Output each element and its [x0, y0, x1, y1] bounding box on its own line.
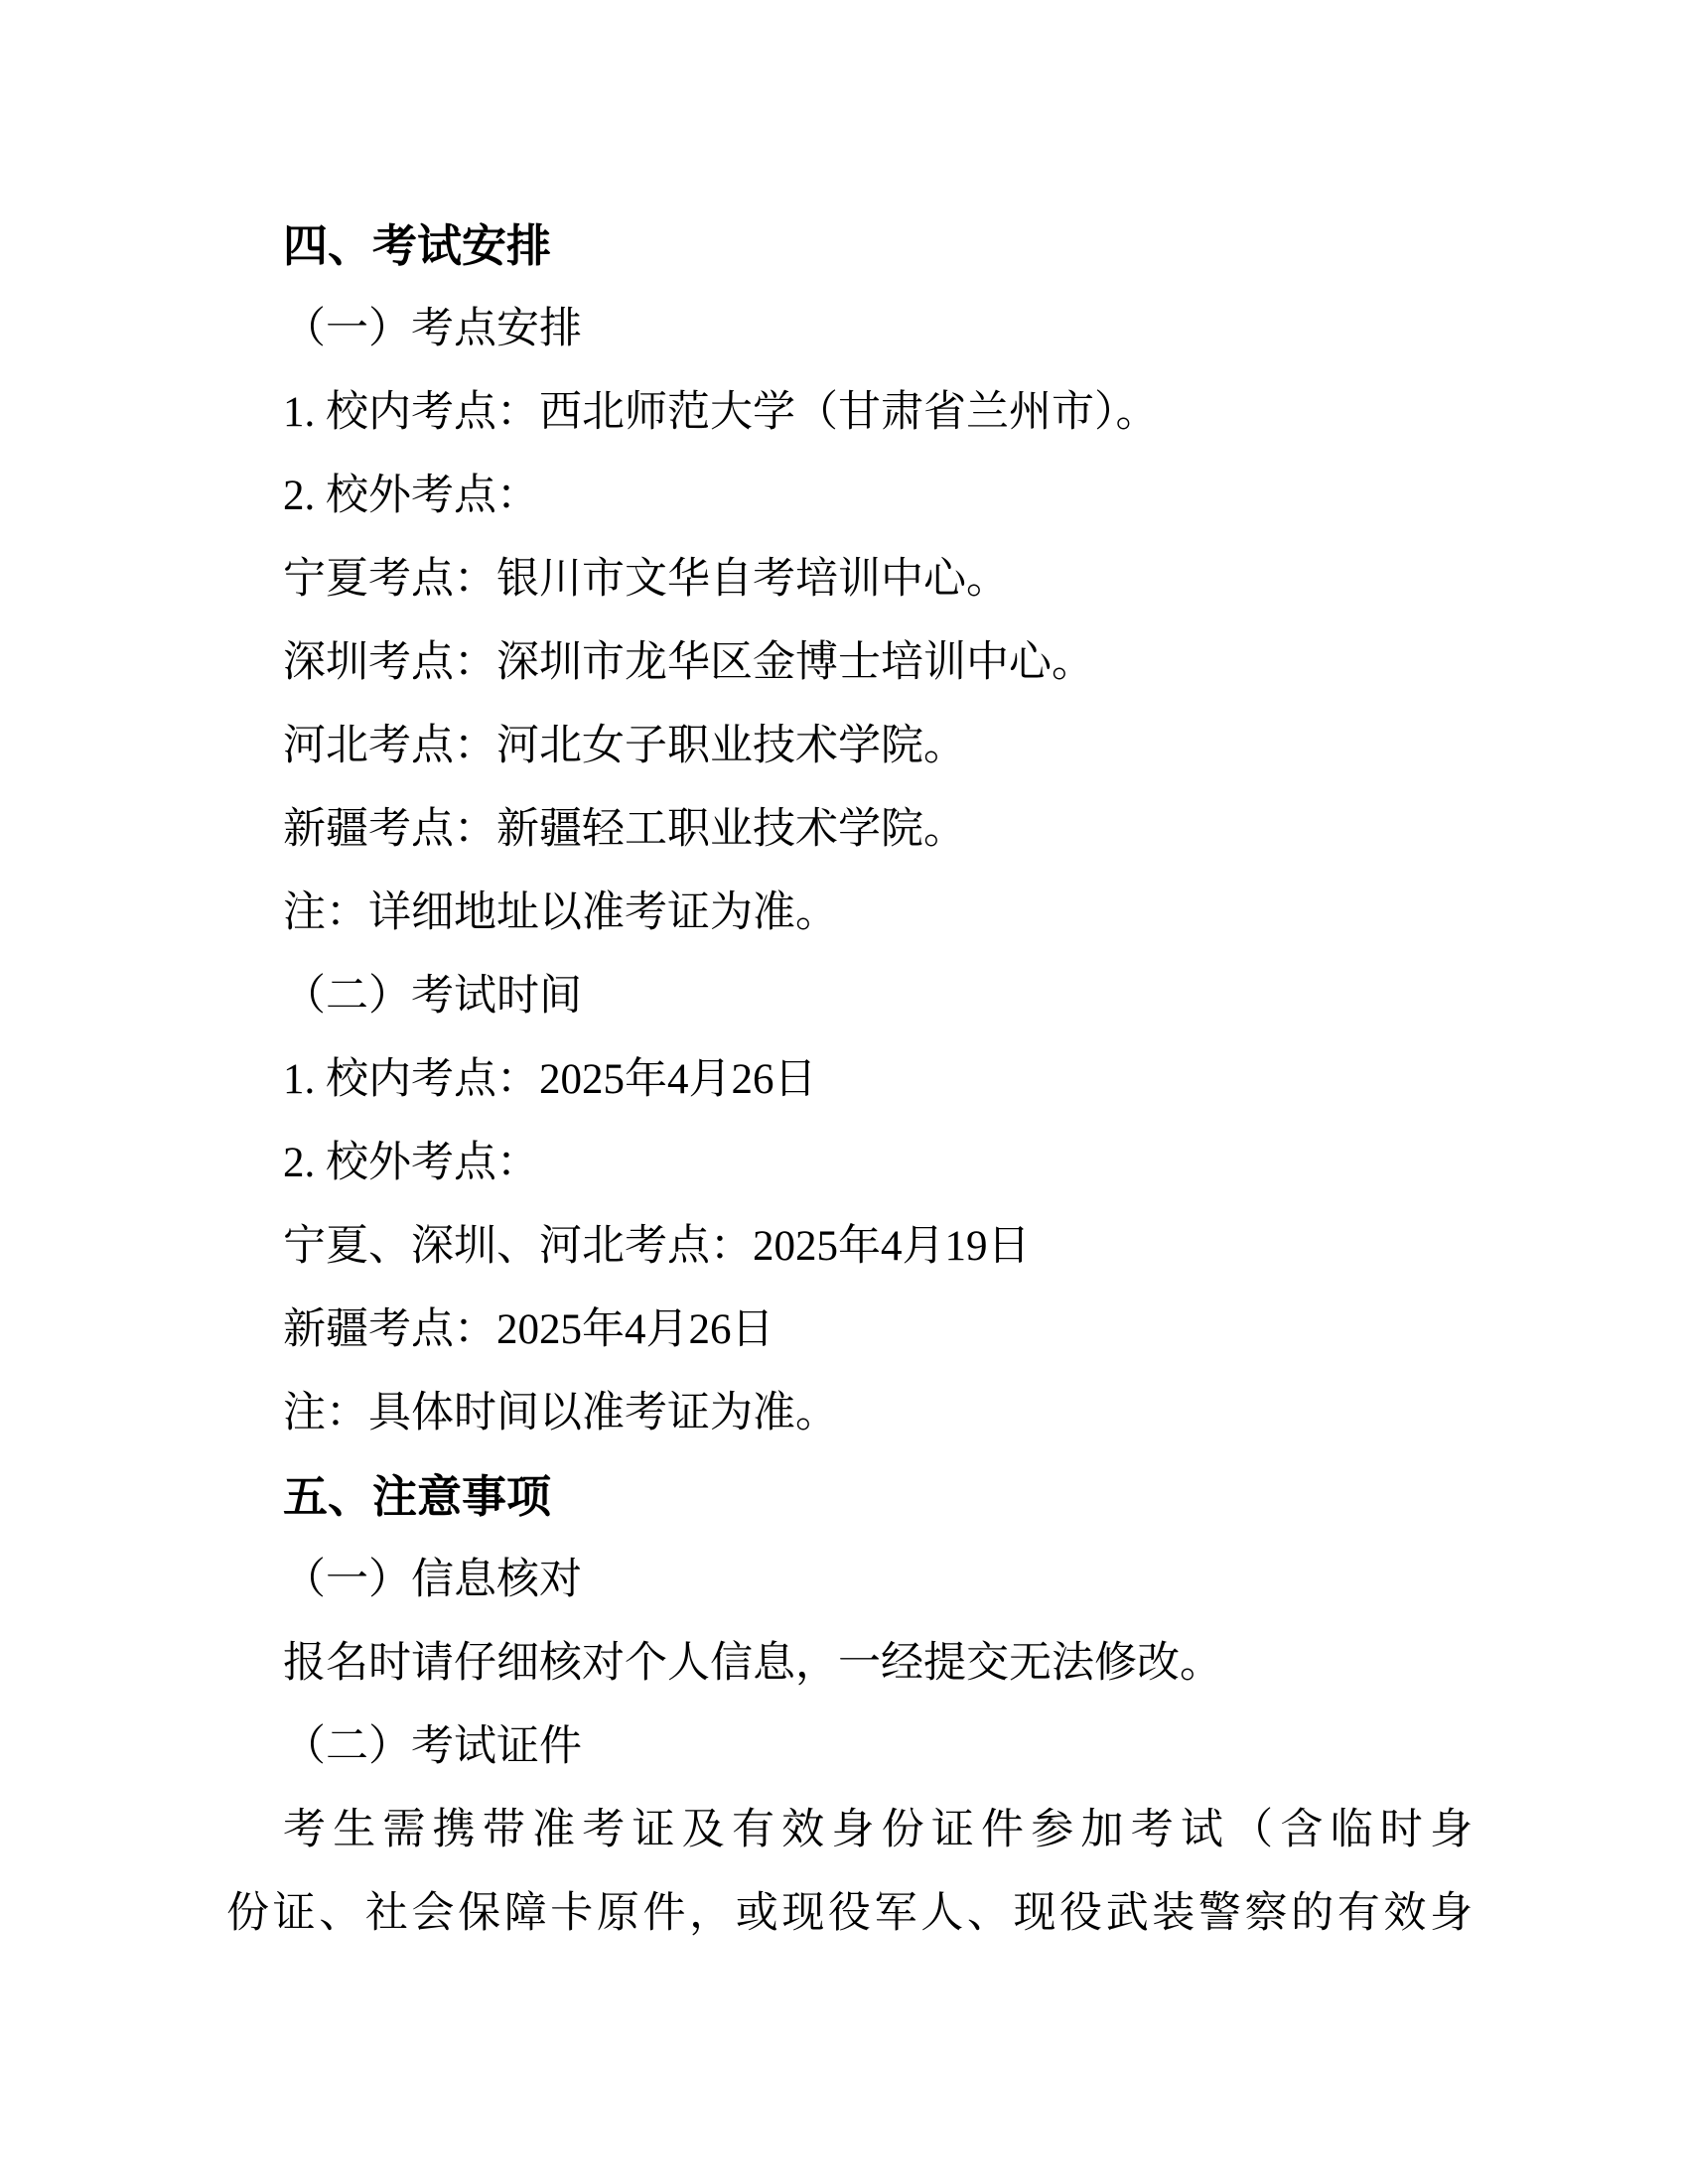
- section-heading: 四、考试安排: [283, 220, 552, 271]
- document-content: [226, 205, 1473, 1956]
- subsection-heading: （二）考试时间: [283, 973, 582, 1020]
- body-paragraph: 宁夏考点：银川市文华自考培训中心。: [283, 556, 1009, 603]
- body-paragraph: 深圳考点：深圳市龙华区金博士培训中心。: [283, 639, 1094, 686]
- body-paragraph: 宁夏、深圳、河北考点：2025年4月19日: [283, 1223, 1031, 1270]
- body-paragraph-wrapped: [226, 1789, 1473, 1956]
- section-heading: 五、注意事项: [283, 1471, 552, 1522]
- body-paragraph: 注：详细地址以准考证为准。: [283, 889, 838, 936]
- body-paragraph: 新疆考点：2025年4月26日: [283, 1306, 774, 1353]
- subsection-heading: （二）考试证件: [283, 1723, 582, 1770]
- body-paragraph: 报名时请仔细核对个人信息，一经提交无法修改。: [283, 1640, 1222, 1687]
- body-paragraph-line: 考生需携带准考证及有效身份证件参加考试（含临时身: [283, 1807, 1473, 1853]
- body-paragraph: 注：具体时间以准考证为准。: [283, 1390, 838, 1436]
- subsection-heading: （一）信息核对: [283, 1557, 582, 1603]
- body-paragraph: 河北考点：河北女子职业技术学院。: [283, 723, 966, 769]
- body-paragraph: 1. 校内考点：西北师范大学（甘肃省兰州市）。: [283, 389, 1159, 436]
- body-paragraph: 新疆考点：新疆轻工职业技术学院。: [283, 806, 966, 853]
- body-paragraph: 2. 校外考点：: [283, 1140, 539, 1186]
- body-paragraph: 2. 校外考点：: [283, 473, 539, 519]
- body-paragraph-line: 份证、社会保障卡原件，或现役军人、现役武装警察的有效身: [226, 1890, 1473, 1937]
- subsection-heading: （一）考点安排: [283, 306, 582, 352]
- body-paragraph: 1. 校内考点：2025年4月26日: [283, 1056, 817, 1103]
